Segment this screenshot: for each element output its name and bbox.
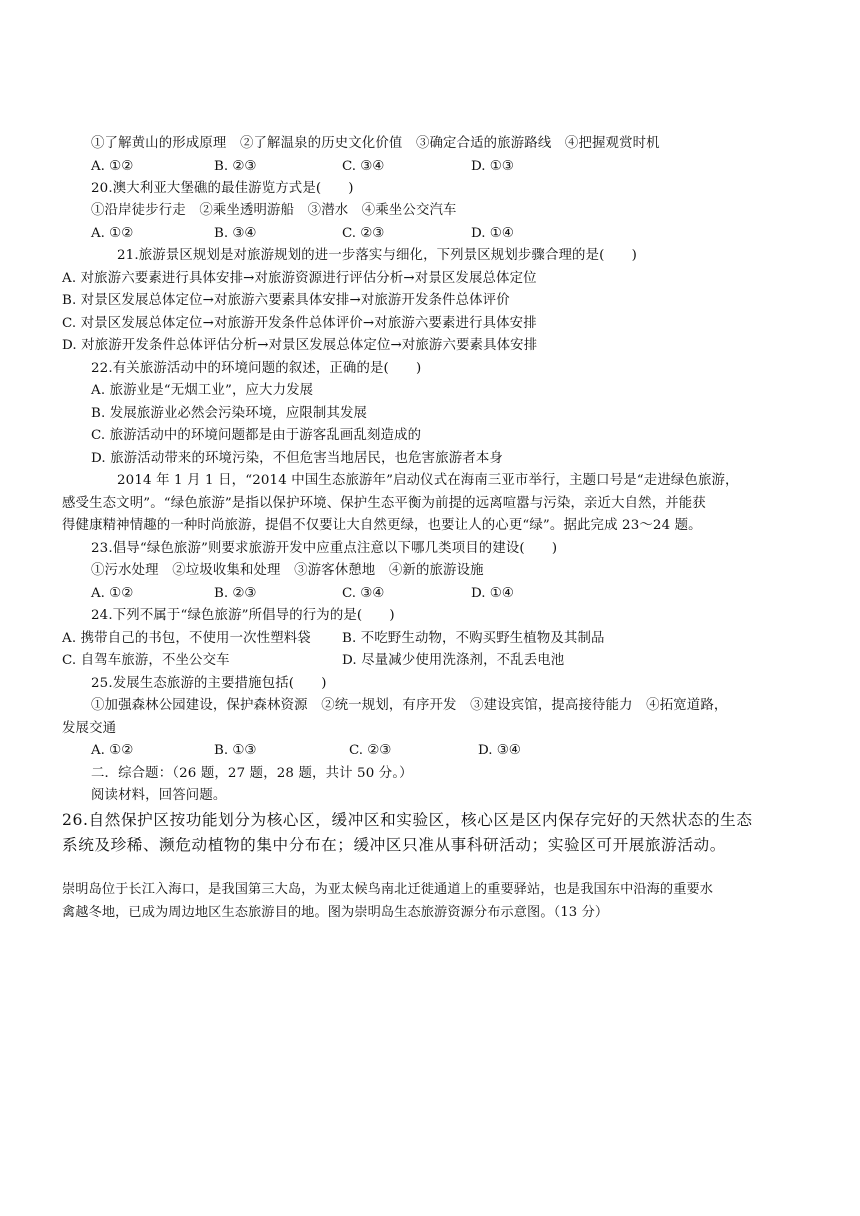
q20-option-d: D. ①④ xyxy=(471,226,514,241)
q20-option-b: B. ③④ xyxy=(214,226,257,241)
reading-paragraph-line-3: 得健康精神情趣的一种时尚旅游，提倡不仅要让大自然更绿，也要让人的心更“绿”。据此完成 23～24 题。 xyxy=(62,518,702,533)
q22-option-d: D. 旅游活动带来的环境污染，不但危害当地居民，也危害旅游者本身 xyxy=(91,451,503,466)
q20-option-a: A. ①② xyxy=(91,226,134,241)
q24-option-b: B. 不吃野生动物，不购买野生植物及其制品 xyxy=(342,631,605,646)
q19-option-c: C. ③④ xyxy=(342,159,385,174)
q25-stem: 25.发展生态旅游的主要措施包括( ) xyxy=(91,676,327,691)
q24-option-a: A. 携带自己的书包，不使用一次性塑料袋 xyxy=(62,631,311,646)
reading-paragraph-line-1: 2014 年 1 月 1 日，“2014 中国生态旅游年”启动仪式在海南三亚市举行，主题口号是“走进绿色旅游， xyxy=(117,473,739,488)
q25-items-line-1: ①加强森林公园建设，保护森林资源 ②统一规划，有序开发 ③建设宾馆，提高接待能力 ④拓宽道路， xyxy=(91,698,728,713)
q23-option-b: B. ②③ xyxy=(214,586,257,601)
q21-option-c: C. 对景区发展总体定位→对旅游开发条件总体评价→对旅游六要素进行具体安排 xyxy=(62,316,537,331)
q23-stem: 23.倡导“绿色旅游”则要求旅游开发中应重点注意以下哪几类项目的建设( ) xyxy=(91,541,558,556)
material-line-1: 崇明岛位于长江入海口，是我国第三大岛，为亚太候鸟南北迁徙通道上的重要驿站，也是我国东中沿海的重要水 xyxy=(62,882,714,897)
material-line-2: 禽越冬地，已成为周边地区生态旅游目的地。图为崇明岛生态旅游资源分布示意图。（13 分） xyxy=(62,905,609,920)
q25-option-d: D. ③④ xyxy=(478,743,521,758)
q20-stem: 20.澳大利亚大堡礁的最佳游览方式是( ) xyxy=(91,181,354,196)
q25-option-c: C. ②③ xyxy=(349,743,392,758)
q22-option-a: A. 旅游业是“无烟工业”，应大力发展 xyxy=(91,383,314,398)
q19-option-a: A. ①② xyxy=(91,159,134,174)
reading-paragraph-line-2: 感受生态文明”。“绿色旅游”是指以保护环境、保护生态平衡为前提的远离喧嚣与污染，亲近大自然，并能获 xyxy=(62,496,706,511)
q23-option-a: A. ①② xyxy=(91,586,134,601)
q19-option-d: D. ①③ xyxy=(471,159,514,174)
q19-items: ①了解黄山的形成原理 ②了解温泉的历史文化价值 ③确定合适的旅游路线 ④把握观赏时机 xyxy=(91,136,660,151)
q26-text-line-1: 26.自然保护区按功能划分为核心区，缓冲区和实验区，核心区是区内保存完好的天然状态的生态 xyxy=(62,811,753,829)
q21-option-a: A. 对旅游六要素进行具体安排→对旅游资源进行评估分析→对景区发展总体定位 xyxy=(62,271,537,286)
q25-items-line-2: 发展交通 xyxy=(62,721,117,736)
q23-items: ①污水处理 ②垃圾收集和处理 ③游客休憩地 ④新的旅游设施 xyxy=(91,563,484,578)
q22-option-b: B. 发展旅游业必然会污染环境，应限制其发展 xyxy=(91,406,368,421)
q24-stem: 24.下列不属于“绿色旅游”所倡导的行为的是( ) xyxy=(91,608,395,623)
q21-stem: 21.旅游景区规划是对旅游规划的进一步落实与细化，下列景区规划步骤合理的是( ) xyxy=(117,248,637,263)
q20-items: ①沿岸徒步行走 ②乘坐透明游船 ③潜水 ④乘坐公交汽车 xyxy=(91,203,457,218)
section-instruction: 阅读材料，回答问题。 xyxy=(91,788,227,803)
q24-option-d: D. 尽量减少使用洗涤剂，不乱丢电池 xyxy=(342,653,565,668)
q23-option-c: C. ③④ xyxy=(342,586,385,601)
q19-option-b: B. ②③ xyxy=(214,159,257,174)
q22-option-c: C. 旅游活动中的环境问题都是由于游客乱画乱刻造成的 xyxy=(91,428,422,443)
q21-option-d: D. 对旅游开发条件总体评估分析→对景区发展总体定位→对旅游六要素具体安排 xyxy=(62,338,538,353)
section-heading: 二．综合题：（26 题，27 题，28 题，共计 50 分。） xyxy=(91,766,413,781)
q23-option-d: D. ①④ xyxy=(471,586,514,601)
q24-option-c: C. 自驾车旅游，不坐公交车 xyxy=(62,653,230,668)
q21-option-b: B. 对景区发展总体定位→对旅游六要素具体安排→对旅游开发条件总体评价 xyxy=(62,293,510,308)
q26-text-line-2: 系统及珍稀、濒危动植物的集中分布在；缓冲区只准从事科研活动；实验区可开展旅游活动。 xyxy=(62,836,726,854)
q20-option-c: C. ②③ xyxy=(342,226,385,241)
q25-option-b: B. ①③ xyxy=(214,743,257,758)
q22-stem: 22.有关旅游活动中的环境问题的叙述，正确的是( ) xyxy=(91,361,422,376)
q25-option-a: A. ①② xyxy=(91,743,134,758)
